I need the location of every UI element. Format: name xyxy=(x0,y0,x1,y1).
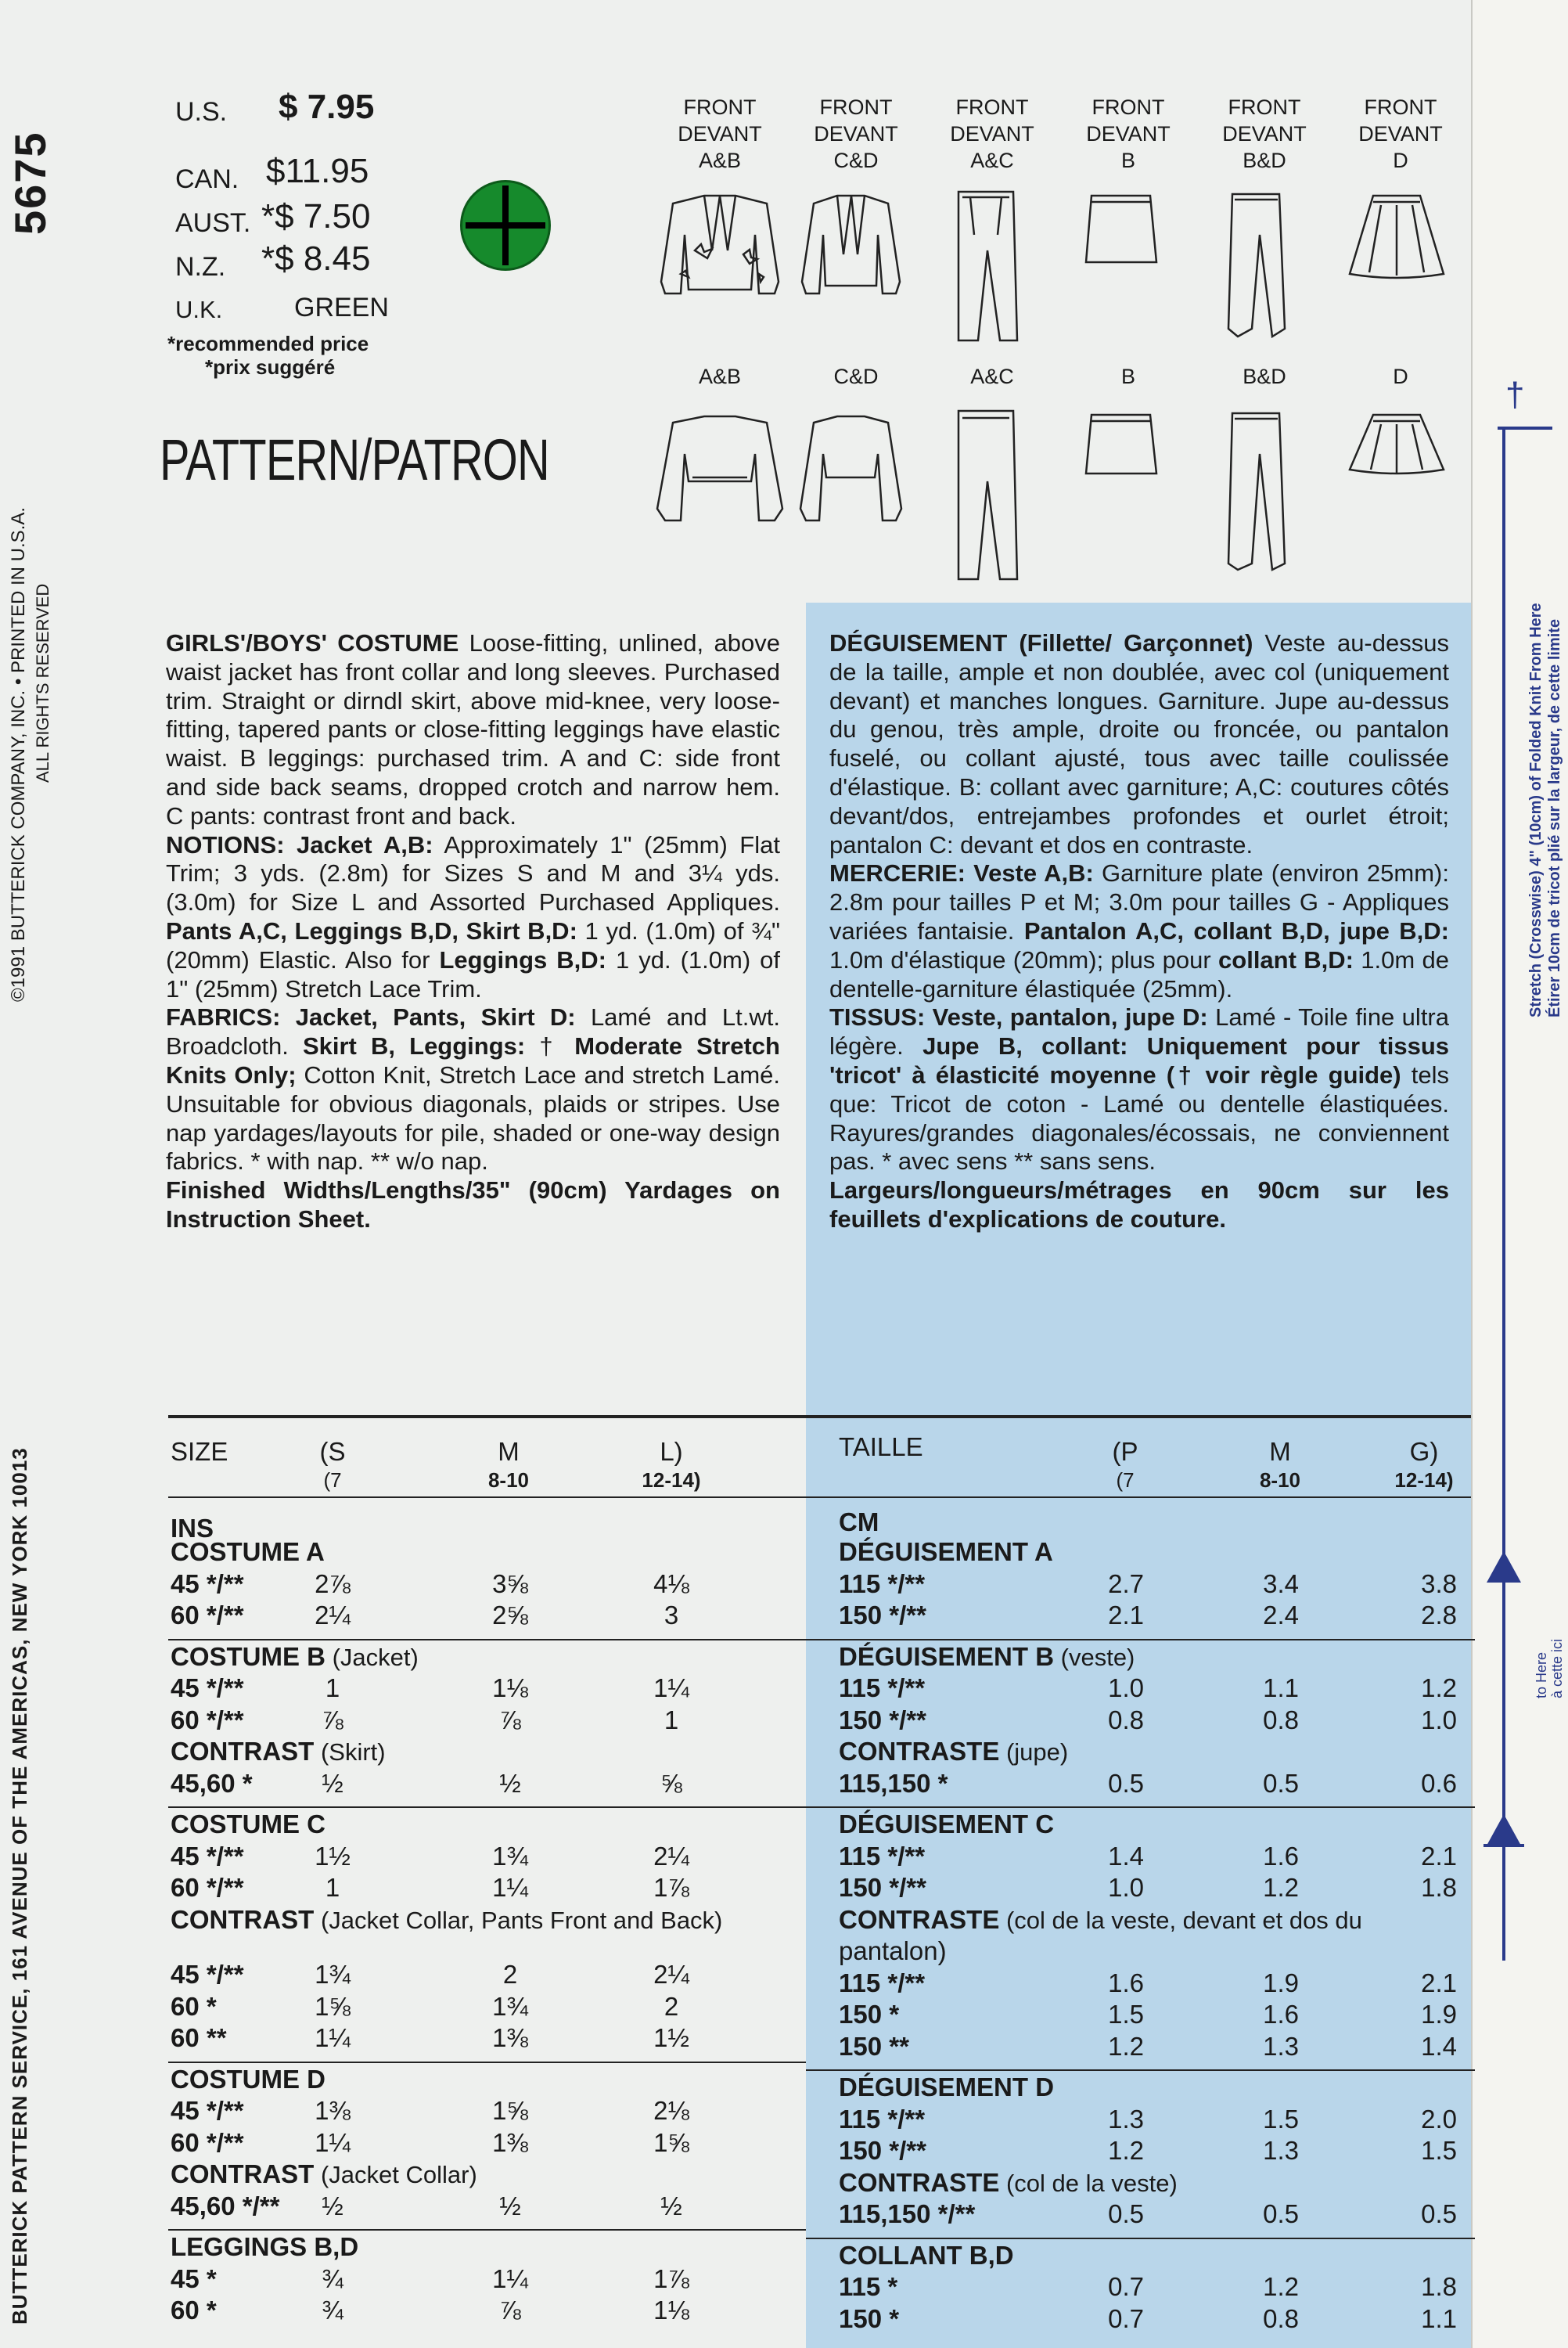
table-cell: 2.1 xyxy=(1421,1841,1457,1871)
unit-ins: INS xyxy=(171,1514,214,1543)
stretch-gauge xyxy=(1471,0,1568,2348)
table-cell: ⅞ xyxy=(499,1705,521,1734)
table-cell: ⅝ xyxy=(660,1768,682,1798)
price-us: $ 7.95 xyxy=(279,88,375,126)
table-top-rule xyxy=(168,1415,1479,1418)
table-row-label: 150 */** xyxy=(839,2136,926,2165)
table-cell: 2.4 xyxy=(1263,1601,1299,1630)
description-paragraph: FABRICS: Jacket, Pants, Skirt D: Lamé and Lt.wt. Broadcloth. Skirt B, Leggings: † Moderate Stretch Knits Only; Cotton Knit, Stretch Lace and stretch Lamé. Unsuitable for obvious diagonals, plaids or stripes. Use nap yardages/layouts for pile, shaded or one-way design fabrics. * with nap. ** w/o nap. xyxy=(166,1003,780,1176)
back-figures xyxy=(649,407,1479,587)
table-cell: ½ xyxy=(660,2191,682,2220)
table-cell: 1⅜ xyxy=(492,2127,528,2157)
table-cell: 2⅝ xyxy=(492,1601,528,1630)
table-cell: ¾ xyxy=(322,2296,343,2325)
table-cell: 0.7 xyxy=(1108,2303,1144,2333)
table-cell: 1.0 xyxy=(1108,1873,1144,1902)
table-cell: 1.4 xyxy=(1421,2031,1457,2061)
back-jacket-ab-figure xyxy=(657,416,782,520)
front-jacket-cd-figure xyxy=(802,196,900,294)
taille-header-g-age: 12-14) xyxy=(1394,1468,1454,1492)
table-cell: 4⅛ xyxy=(653,1568,689,1598)
table-cell: 2¼ xyxy=(315,1601,351,1630)
table-cell: 1½ xyxy=(315,1841,351,1871)
stretch-to-here-en: to Here xyxy=(1534,1651,1549,1698)
table-cell: 1.1 xyxy=(1421,2303,1457,2333)
size-header-m: M xyxy=(498,1437,520,1466)
table-section-heading: COSTUME D xyxy=(171,2064,325,2094)
price-note-fr: *prix suggéré xyxy=(205,355,336,379)
table-row-label: 60 * xyxy=(171,2296,217,2325)
table-cell: ½ xyxy=(322,2191,343,2220)
size-header-m-age: 8-10 xyxy=(487,1468,530,1492)
table-cell: 1⅝ xyxy=(492,2096,528,2125)
table-cell: 1.2 xyxy=(1421,1673,1457,1702)
table-cell: 0.5 xyxy=(1421,2199,1457,2228)
price-note-en: *recommended price xyxy=(167,332,369,355)
table-row-label: 150 * xyxy=(839,2000,900,2029)
price-label-aust: AUST. xyxy=(175,208,251,238)
table-row-label: 60 */** xyxy=(171,2127,244,2157)
table-cell: 2⅛ xyxy=(653,2096,689,2125)
front-figures xyxy=(649,188,1479,344)
price-label-us: U.S. xyxy=(175,97,228,127)
table-divider xyxy=(168,2229,806,2231)
pattern-number: 5675 xyxy=(5,131,55,235)
rights-line: ALL RIGHTS RESERVED xyxy=(33,583,52,783)
back-label-b: B xyxy=(1120,365,1135,388)
table-cell: 1⅜ xyxy=(492,2023,528,2052)
table-cell: 1⅜ xyxy=(315,2096,351,2125)
description-paragraph: NOTIONS: Jacket A,B: Approximately 1" (25mm) Flat Trim; 3 yds. (2.8m) for Sizes S and M and 3¼ yds. (3.0m) for Size L and Assorted Purchased Appliques. Pants A,C, Leggings B,D, Skirt B,D: 1 yd. (1.0m) of ¾" (20mm) Elastic. Also for Leggings B,D: 1 yd. (1.0m) of 1" (25mm) Stretch Lace Trim. xyxy=(166,830,781,1003)
green-circle-icon xyxy=(460,180,551,271)
table-row-label: 150 * xyxy=(839,2303,900,2333)
table-cell: 1.3 xyxy=(1108,2104,1144,2134)
table-cell: 1.8 xyxy=(1421,1873,1457,1902)
table-cell: 1.5 xyxy=(1421,2136,1457,2165)
table-divider xyxy=(806,2238,1475,2239)
table-cell: 1.5 xyxy=(1263,2104,1299,2134)
price-nz: *$ 8.45 xyxy=(261,239,371,278)
table-row-label: 115 */** xyxy=(839,1673,926,1702)
description-paragraph: DÉGUISEMENT (Fillette/ Garçonnet) Veste au-dessus de la taille, ample et non doublée, avec col (uniquement devant) et manches longues. Garniture. Jupe au-dessus du genou, très ample, droite ou froncée, ou pantalon fuselé, ou collant ajusté, tous avec taille coulissée d'élastique. B: collant avec garniture; A,C: coutures côtés devant/dos, entrejambes profondes et ourlet étroit; pantalon C: devant et dos en contraste. xyxy=(829,629,1449,859)
price-can: $11.95 xyxy=(266,152,369,190)
table-row-label: 45 */** xyxy=(171,1673,244,1702)
table-cell: 1.8 xyxy=(1421,2272,1457,2301)
table-row-label: 60 * xyxy=(171,1991,217,2021)
stretch-instruction-fr: Étirer 10cm de tricot plié sur la largeur, de cette limite xyxy=(1546,618,1563,1017)
description-fr xyxy=(829,629,1449,1234)
table-section-heading: LEGGINGS B,D xyxy=(171,2232,359,2261)
table-cell: 1⅞ xyxy=(653,2263,689,2293)
taille-header-p-age: (7 xyxy=(1116,1468,1135,1492)
stretch-arrows xyxy=(1473,1503,1568,1941)
table-cell: ⅞ xyxy=(322,1705,343,1734)
table-cell: 2.7 xyxy=(1108,1568,1144,1598)
size-header-l-age: 12-14) xyxy=(642,1468,701,1492)
table-cell: 1¼ xyxy=(315,2127,351,2157)
table-divider xyxy=(806,1806,1475,1808)
table-row-label: 150 */** xyxy=(839,1705,926,1734)
table-cell: 1 xyxy=(325,1873,340,1902)
table-cell: 1⅝ xyxy=(315,1991,351,2021)
table-cell: 1.3 xyxy=(1263,2031,1299,2061)
stretch-instruction-en: Stretch (Crosswise) 4" (10cm) of Folded Knit From Here xyxy=(1527,603,1545,1017)
table-cell: 1.9 xyxy=(1263,1968,1299,1997)
table-cell: 2 xyxy=(502,1960,518,1989)
table-row-label: 60 */** xyxy=(171,1601,244,1630)
copyright-line: ©1991 BUTTERICK COMPANY, INC. • PRINTED IN U.S.A. xyxy=(8,507,29,1002)
table-section-heading: CONTRAST (Skirt) xyxy=(171,1737,386,1766)
table-cell: 0.5 xyxy=(1263,2199,1299,2228)
price-aust: *$ 7.50 xyxy=(261,197,371,236)
table-section-heading: CONTRASTE (col de la veste) xyxy=(839,2167,1178,2197)
table-divider xyxy=(168,1639,806,1640)
table-row-label: 115 */** xyxy=(839,1841,926,1871)
spine xyxy=(0,0,70,2348)
table-cell: 0.8 xyxy=(1263,2303,1299,2333)
front-label-d: FRONT DEVANT D xyxy=(1358,95,1443,172)
table-row-label: 45,60 * xyxy=(171,1768,253,1798)
table-divider xyxy=(806,2069,1475,2071)
table-cell: 2¼ xyxy=(653,1841,689,1871)
table-cell: 0.5 xyxy=(1263,1768,1299,1798)
table-section-heading: DÉGUISEMENT C xyxy=(839,1810,1055,1838)
table-row-label: 45 * xyxy=(171,2263,217,2293)
table-cell: 1.2 xyxy=(1263,2272,1299,2301)
back-label-bd: B&D xyxy=(1243,365,1286,388)
table-cell: 1.3 xyxy=(1263,2136,1299,2165)
description-paragraph: Largeurs/longueurs/métrages en 90cm sur les feuillets d'explications de couture. xyxy=(829,1176,1449,1233)
description-en xyxy=(166,629,780,1234)
front-skirt-d-figure xyxy=(1350,196,1444,278)
front-label-bd: FRONT DEVANT B&D xyxy=(1222,95,1307,172)
table-cell: ½ xyxy=(499,1768,521,1798)
taille-header-label: TAILLE xyxy=(839,1432,923,1461)
table-cell: 1.6 xyxy=(1263,1841,1299,1871)
table-row-label: 115 */** xyxy=(839,2104,926,2134)
table-cell: 1¼ xyxy=(492,2263,528,2293)
table-cell: 0.8 xyxy=(1108,1705,1144,1734)
stretch-to-here-fr: à cette ici xyxy=(1549,1638,1565,1698)
back-leggings-bd-figure xyxy=(1228,413,1285,570)
table-row-label: 45 */** xyxy=(171,1960,244,1989)
table-cell: 1¼ xyxy=(315,2023,351,2052)
table-row-label: 45,60 */** xyxy=(171,2191,280,2220)
table-row-label: 115 */** xyxy=(839,1568,926,1598)
taille-header-p: (P xyxy=(1112,1437,1138,1466)
table-cell: 1 xyxy=(325,1673,340,1702)
price-label-can: CAN. xyxy=(175,164,239,194)
table-section-heading: CONTRASTE (col de la veste, devant et dos du xyxy=(839,1904,1362,1934)
table-cell: 1 xyxy=(664,1705,679,1734)
publisher-address: BUTTERICK PATTERN SERVICE, 161 AVENUE OF THE AMERICAS, NEW YORK 10013 xyxy=(8,1447,31,2325)
table-cell: 2.1 xyxy=(1421,1968,1457,1997)
front-skirt-b-figure xyxy=(1086,196,1156,262)
front-leggings-bd-figure xyxy=(1228,194,1285,337)
back-skirt-d-figure xyxy=(1350,415,1444,474)
description-paragraph: Finished Widths/Lengths/35" (90cm) Yardages on Instruction Sheet. xyxy=(166,1176,780,1233)
table-cell: ¾ xyxy=(322,2263,343,2293)
table-cell: 1¼ xyxy=(492,1873,528,1902)
size-header-label: SIZE xyxy=(171,1437,228,1466)
price-label-nz: N.Z. xyxy=(175,252,226,282)
table-section-heading: DÉGUISEMENT D xyxy=(839,2073,1055,2101)
taille-header-g: G) xyxy=(1409,1437,1439,1466)
table-row-label: 45 */** xyxy=(171,1568,244,1598)
table-section-heading: DÉGUISEMENT B (veste) xyxy=(839,1641,1135,1671)
taille-header-m-age: 8-10 xyxy=(1259,1468,1301,1492)
table-cell: 0.8 xyxy=(1263,1705,1299,1734)
back-jacket-cd-figure xyxy=(800,416,901,520)
table-divider xyxy=(806,1639,1475,1640)
front-label-ac: FRONT DEVANT A&C xyxy=(950,95,1034,172)
table-row-label: 115,150 * xyxy=(839,1768,948,1798)
table-cell: 1⅛ xyxy=(653,2296,689,2325)
table-cell: 0.7 xyxy=(1108,2272,1144,2301)
table-cell: 2.1 xyxy=(1108,1601,1144,1630)
front-pants-ac-figure xyxy=(958,192,1017,340)
front-label-b: FRONT DEVANT B xyxy=(1086,95,1171,172)
table-section-heading: pantalon) xyxy=(839,1936,947,1965)
back-label-cd: C&D xyxy=(833,365,879,388)
table-cell: 1.9 xyxy=(1421,2000,1457,2029)
table-cell: 1.1 xyxy=(1263,1673,1299,1702)
price-label-uk: U.K. xyxy=(175,296,223,323)
table-cell: 2⅞ xyxy=(315,1568,351,1598)
back-pants-ac-figure xyxy=(958,411,1017,579)
table-cell: 1¾ xyxy=(492,1991,528,2021)
front-label-ab: FRONT DEVANT A&B xyxy=(678,95,762,172)
stretch-mark: † xyxy=(1505,376,1525,414)
table-cell: 3 xyxy=(664,1601,679,1630)
table-section-heading: CONTRASTE (jupe) xyxy=(839,1737,1069,1766)
front-label-cd: FRONT DEVANT C&D xyxy=(814,95,898,172)
table-cell: 2 xyxy=(664,1991,679,2021)
table-cell: 0.5 xyxy=(1108,1768,1144,1798)
table-cell: 1.0 xyxy=(1421,1705,1457,1734)
back-label-ac: A&C xyxy=(970,365,1014,388)
back-label-d: D xyxy=(1393,365,1408,388)
table-cell: 3.8 xyxy=(1421,1568,1457,1598)
table-cell: 1⅞ xyxy=(653,1873,689,1902)
unit-cm: CM xyxy=(839,1507,879,1536)
table-header-rule xyxy=(168,1496,1479,1498)
table-divider xyxy=(168,1806,806,1808)
table-cell: 1½ xyxy=(653,2023,689,2052)
table-row-label: 115,150 */** xyxy=(839,2199,976,2228)
table-cell: 2¼ xyxy=(653,1960,689,1989)
taille-header-m: M xyxy=(1269,1437,1291,1466)
table-cell: 1⅛ xyxy=(492,1673,528,1702)
table-row-label: 115 */** xyxy=(839,1968,926,1997)
table-row-label: 60 */** xyxy=(171,1873,244,1902)
table-row-label: 150 */** xyxy=(839,1873,926,1902)
table-row-label: 115 * xyxy=(839,2272,898,2301)
description-paragraph: GIRLS'/BOYS' COSTUME Loose-fitting, unlined, above waist jacket has front collar and long sleeves. Purchased trim. Straight or dirndl skirt, above mid-knee, very loose-fitting, tapered pants or close-fitting leggings have elastic waist. B leggings: purchased trim. A and C: side front and side back seams, dropped crotch and narrow hem. C pants: contrast front and back. xyxy=(166,629,780,830)
table-cell: 2.8 xyxy=(1421,1601,1457,1630)
table-cell: 2.0 xyxy=(1421,2104,1457,2134)
table-section-heading: COSTUME B (Jacket) xyxy=(171,1641,419,1671)
table-cell: ½ xyxy=(322,1768,343,1798)
table-cell: 0.6 xyxy=(1421,1768,1457,1798)
table-cell: 1¾ xyxy=(315,1960,351,1989)
table-row-label: 60 */** xyxy=(171,1705,244,1734)
table-cell: 1.2 xyxy=(1108,2031,1144,2061)
pattern-title: PATTERN/PATRON xyxy=(160,427,549,492)
table-cell: 0.5 xyxy=(1108,2199,1144,2228)
size-header-s: (S xyxy=(319,1437,346,1466)
table-cell: 1¼ xyxy=(653,1673,689,1702)
table-cell: 1.0 xyxy=(1108,1673,1144,1702)
table-cell: 1.6 xyxy=(1263,2000,1299,2029)
table-section-heading: CONTRAST (Jacket Collar, Pants Front and Back) xyxy=(171,1904,723,1934)
table-section-heading: CONTRAST (Jacket Collar) xyxy=(171,2159,477,2188)
back-label-ab: A&B xyxy=(698,365,742,388)
table-section-heading: COSTUME A xyxy=(171,1537,325,1566)
description-paragraph: TISSUS: Veste, pantalon, jupe D: Lamé - Toile fine ultra légère. Jupe B, collant: Uniquement pour tissus 'tricot' à élasticité moyenne († voir règle guide) tels que: Tricot de coton - Lamé ou dentelle élastiquées. Rayures/grandes diagonales/écossais, ne conviennent pas. * avec sens ** sans sens. xyxy=(829,1003,1449,1176)
table-cell: 3.4 xyxy=(1263,1568,1299,1598)
table-cell: 1.2 xyxy=(1108,2136,1144,2165)
table-cell: ⅞ xyxy=(499,2296,521,2325)
table-row-label: 45 */** xyxy=(171,1841,244,1871)
description-paragraph: MERCERIE: Veste A,B: Garniture plate (environ 25mm): 2.8m pour tailles P et M; 3.0m pour tailles G - Appliques variées fantaisie. Pantalon A,C, collant B,D, jupe B,D: 1.0m d'élastique (20mm); plus pour collant B,D: 1.0m de dentelle-garniture élastiquée (25mm). xyxy=(829,859,1450,1003)
table-row-label: 150 ** xyxy=(839,2031,909,2061)
table-cell: 1.4 xyxy=(1108,1841,1144,1871)
front-jacket-ab-figure xyxy=(661,196,779,294)
table-cell: 1.2 xyxy=(1263,1873,1299,1902)
price-uk: GREEN xyxy=(294,293,389,322)
table-cell: 1⅝ xyxy=(653,2127,689,2157)
table-row-label: 60 ** xyxy=(171,2023,227,2052)
table-cell: 1.5 xyxy=(1108,2000,1144,2029)
table-cell: ½ xyxy=(499,2191,521,2220)
table-cell: 1¾ xyxy=(492,1841,528,1871)
table-section-heading: DÉGUISEMENT A xyxy=(839,1537,1053,1566)
back-skirt-b-figure xyxy=(1086,415,1156,474)
table-row-label: 150 */** xyxy=(839,1601,926,1630)
table-cell: 3⅝ xyxy=(492,1568,528,1598)
table-section-heading: COLLANT B,D xyxy=(839,2240,1014,2270)
table-cell: 1.6 xyxy=(1108,1968,1144,1997)
table-section-heading: COSTUME C xyxy=(171,1810,325,1838)
table-divider xyxy=(168,2062,806,2063)
table-row-label: 45 */** xyxy=(171,2096,244,2125)
size-header-s-age: (7 xyxy=(323,1468,342,1492)
size-header-l: L) xyxy=(660,1437,683,1466)
